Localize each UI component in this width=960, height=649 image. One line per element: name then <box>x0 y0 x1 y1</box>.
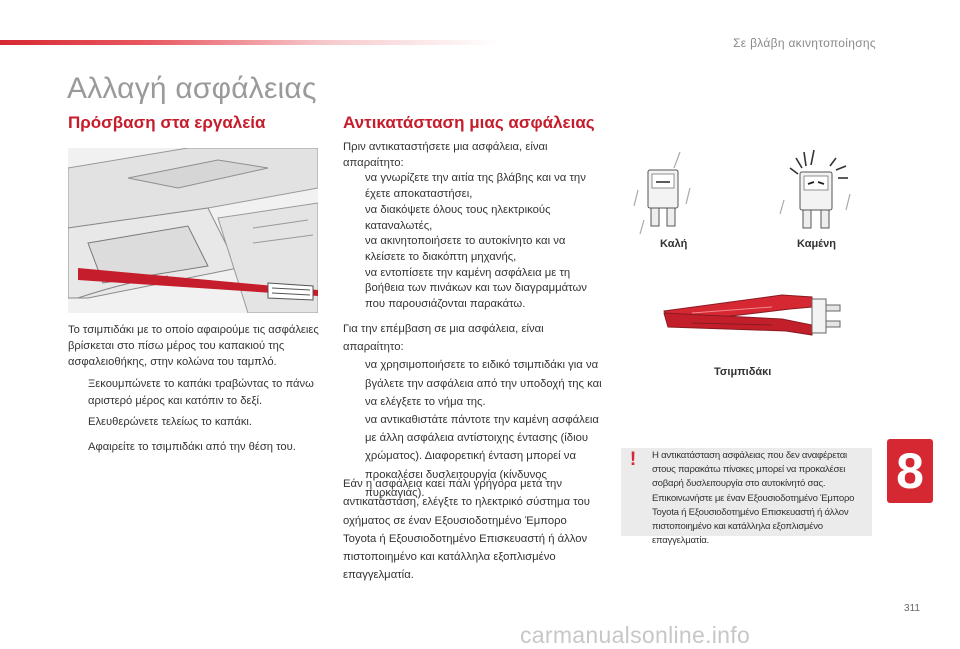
list-item: να γνωρίζετε την αιτία της βλάβης και να την έχετε αποκαταστήσει, <box>365 172 586 201</box>
access-tools-heading: Πρόσβαση στα εργαλεία <box>68 113 266 132</box>
list-item: να χρησιμοποιήσετε το ειδικό τσιμπιδάκι για να βγάλετε την ασφάλεια από την υποδοχή της και να ελέγξετε το νήμα της. <box>365 359 602 408</box>
access-steps-list <box>68 376 330 460</box>
list-item: Ξεκουμπώνετε το καπάκι τραβώντας το πάνω αριστερό μέρος και κατόπιν το δεξί. <box>88 378 314 407</box>
list-item: Ελευθερώνετε τελείως το καπάκι. <box>88 416 253 428</box>
list-item: να εντοπίσετε την καμένη ασφάλεια με τη βοήθεια των πινάκων και των διαγραμμάτων που παρουσιάζονται παρακάτω. <box>365 266 587 311</box>
page-number: 311 <box>904 603 920 614</box>
list-item: να διακόψετε όλους τους ηλεκτρικούς καταναλωτές, <box>365 203 551 232</box>
section-title: Σε βλάβη ακινητοποίησης <box>733 36 876 50</box>
good-fuse-icon <box>630 148 700 238</box>
replace-fuse-heading: Αντικατάσταση μιας ασφάλειας <box>343 113 595 132</box>
warning-icon: ! <box>629 449 637 470</box>
before-replacing-block <box>343 140 606 313</box>
closing-paragraph: Εάν η ασφάλεια καεί πάλι γρήγορα μετά την αντικατάσταση, ελέγξτε το ηλεκτρικό σύστημα του οχήματος σε έναν Εξουσιοδοτημένο Έμπορο Toyota ή Εξουσιοδοτημένο Επισκευαστή ή άλλον πιστοποιημένο και κατάλληλα εξοπλισμένο επαγγελματία. <box>343 478 590 582</box>
dashboard-fuse-cover-illustration <box>68 148 318 313</box>
watermark: carmanualsonline.info <box>520 622 751 648</box>
list-item: να αντικαθιστάτε πάντοτε την καμένη ασφάλεια με άλλη ασφάλεια αντίστοιχης έντασης (ίδιου χρώματος). Διαφορετική ένταση μπορεί να προκαλέσει δυσλειτουργία (κίνδυνος πυρκαγιάς). <box>365 414 599 499</box>
before-replacing-intro: Πριν αντικαταστήσετε μια ασφάλεια, είναι απαραίτητο: <box>343 141 548 169</box>
burnt-fuse-icon <box>778 148 858 238</box>
tweezers-label: Τσιμπιδάκι <box>714 366 772 378</box>
list-item: να ακινητοποιήσετε το αυτοκίνητο και να κλείσετε το διακόπτη μηχανής, <box>365 235 566 263</box>
warning-text: Η αντικατάσταση ασφάλειας που δεν αναφέρεται στους παρακάτω πίνακες μπορεί να προκαλέσει σοβαρή δυσλειτουργία στο αυτοκίνητό σας. Επικοινωνήστε με έναν Εξουσιοδοτημένο Έμπορο Toyota ή Εξουσιοδοτημένο Επισκευαστή ή άλλον πιστοποιημένο και κατάλληλα εξοπλισμένο επαγγελματία. <box>652 450 855 547</box>
list-item: Αφαιρείτε το τσιμπιδάκι από την θέση του. <box>88 441 296 453</box>
intervention-intro: Για την επέμβαση σε μια ασφάλεια, είναι απαραίτητο: <box>343 323 544 354</box>
tool-location-caption: Το τσιμπιδάκι με το οποίο αφαιρούμε τις ασφάλειες βρίσκεται στο πίσω μέρος του καπακιού της ασφαλειοθήκης, στην κολώνα του ταμπλό. <box>68 324 319 368</box>
chapter-number: 8 <box>896 443 924 499</box>
burnt-fuse-label: Καμένη <box>797 238 836 250</box>
page-title: Αλλαγή ασφάλειας <box>67 72 317 105</box>
header-accent-bar <box>0 40 500 45</box>
fuse-tweezers-icon <box>662 283 848 353</box>
good-fuse-label: Καλή <box>660 238 688 250</box>
